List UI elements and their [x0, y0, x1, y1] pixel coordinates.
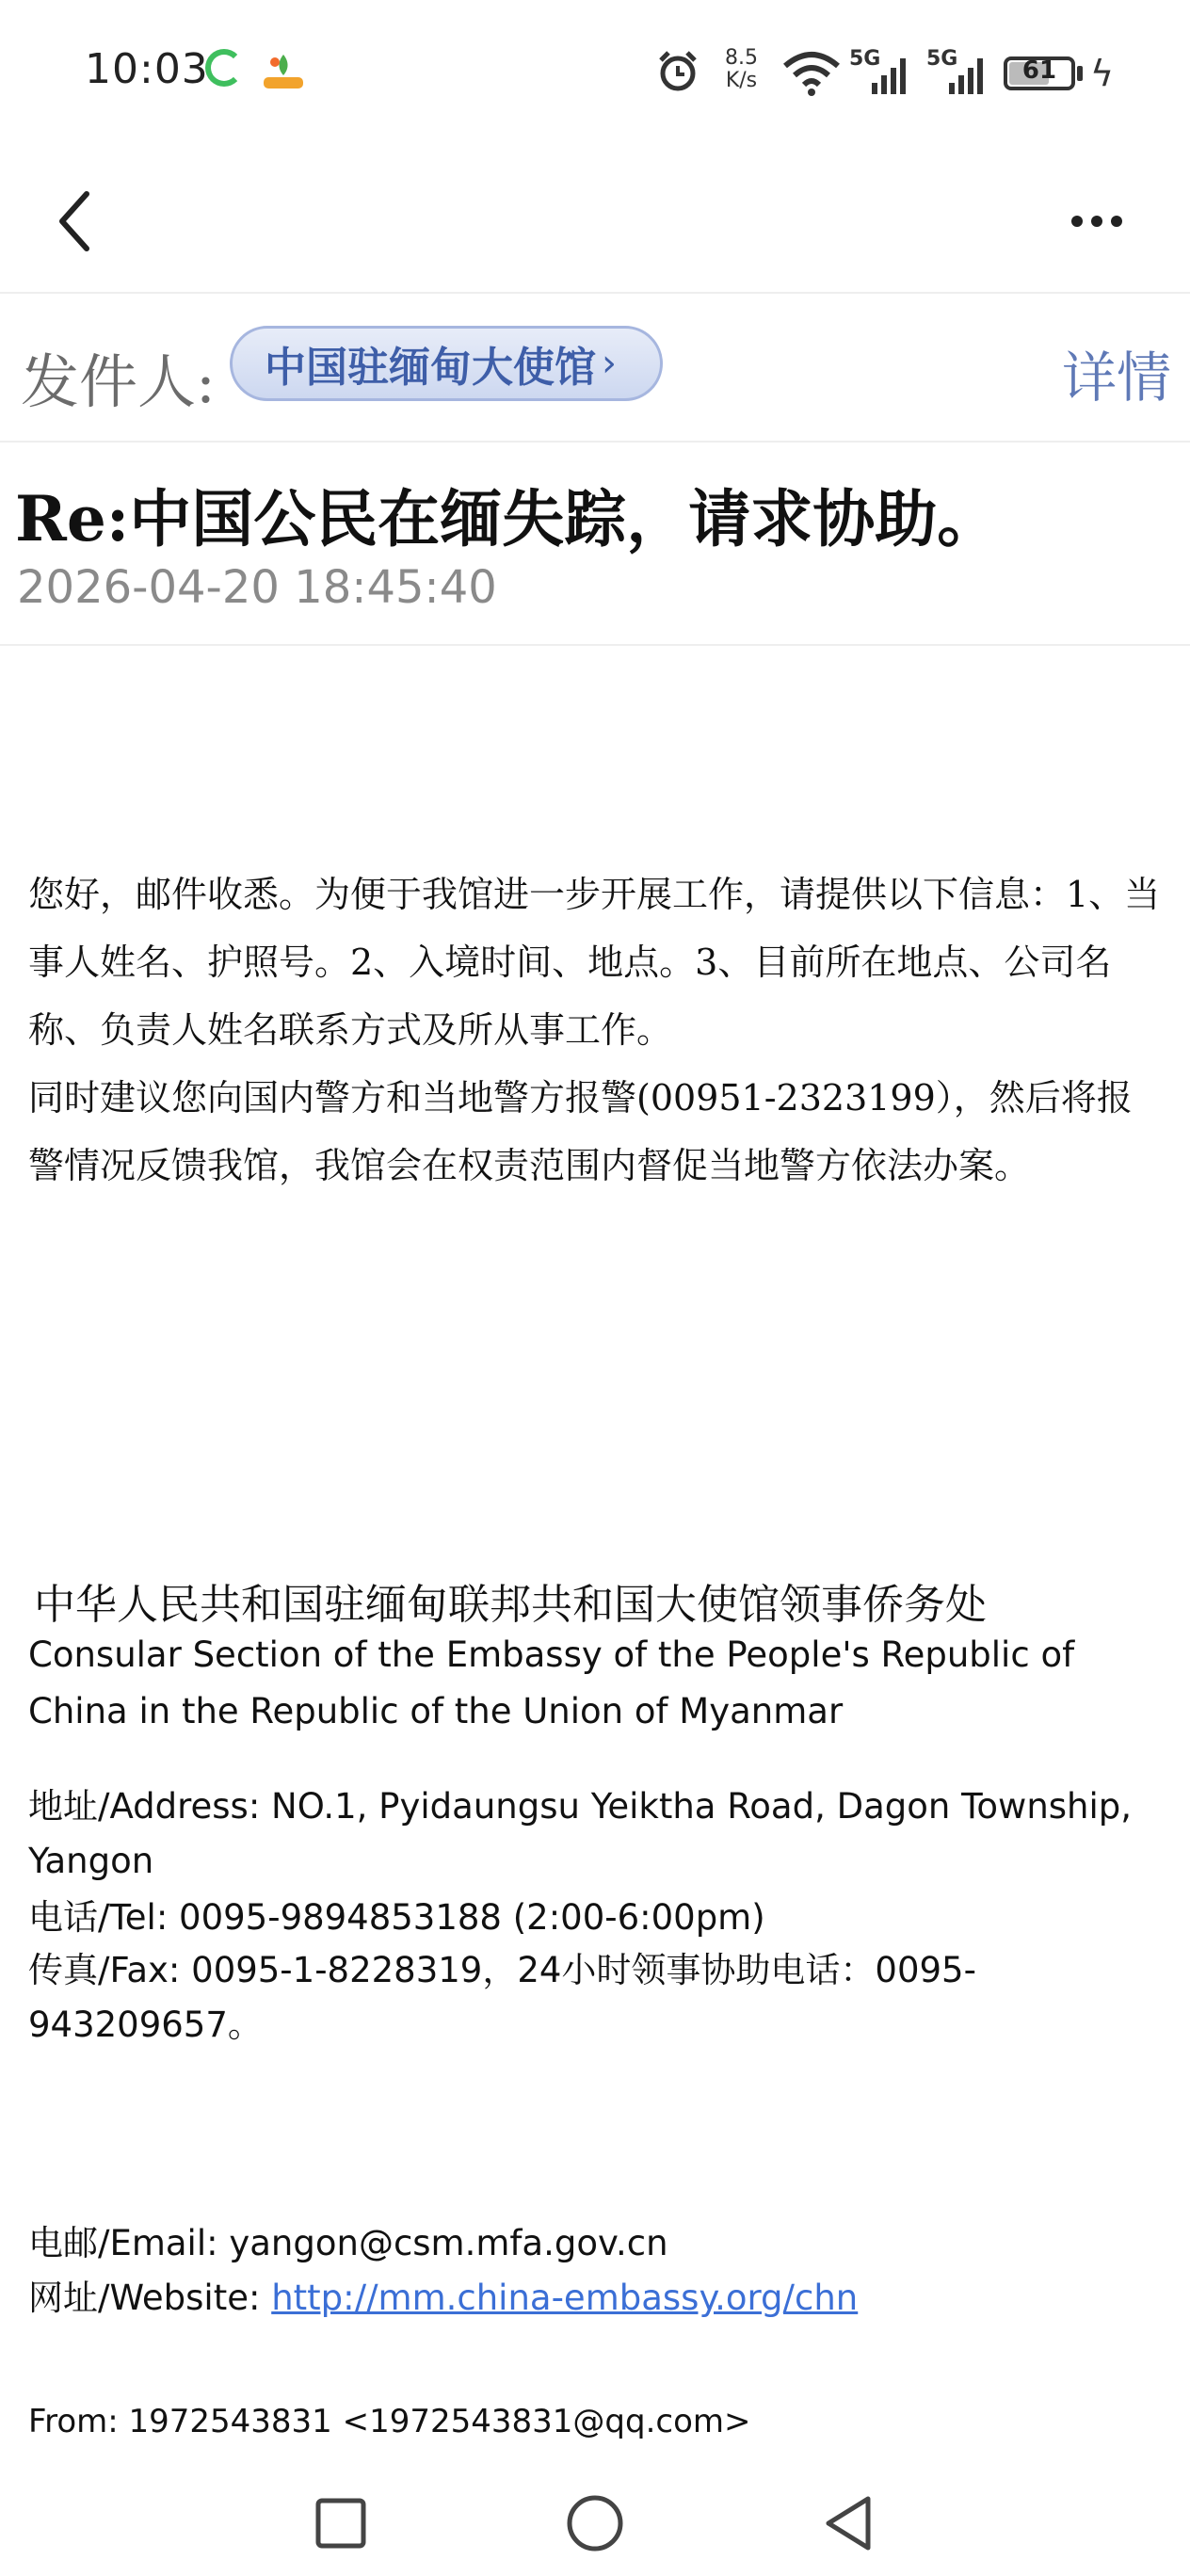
app-notification-icon: [262, 49, 305, 92]
battery-level: 61: [1021, 56, 1057, 85]
battery-icon: [1004, 56, 1075, 90]
home-icon[interactable]: [557, 2486, 633, 2561]
chevron-right-icon: ›: [602, 342, 617, 385]
signal-bars-icon: [866, 55, 915, 96]
body-paragraph-1: 您好，邮件收悉。为便于我馆进一步开展工作，请提供以下信息：1、当事人姓名、护照号。2、入境时间、地点。3、目前所在地点、公司名称、负责人姓名联系方式及所从事工作。: [28, 874, 1161, 1051]
charging-icon: ϟ: [1090, 53, 1115, 94]
sender-name: 中国驻缅甸大使馆: [265, 344, 596, 392]
sender-chip[interactable]: [230, 326, 663, 401]
battery-tip: [1077, 66, 1083, 81]
navigation-bar: [0, 2467, 1190, 2576]
back-icon[interactable]: [38, 179, 113, 264]
signature-website: [28, 2271, 1167, 2326]
details-button[interactable]: 详情: [1062, 346, 1172, 410]
more-options-icon[interactable]: [1054, 188, 1139, 254]
signature-address: 地址/Address: NO.1, Pyidaungsu Yeiktha Road, Dagon Township, Yangon: [28, 1786, 1133, 1881]
signature-fax: 传真/Fax: 0095-1-8228319，24小时领事协助电话：0095-943209657。: [28, 1950, 976, 2045]
from-line: From: 1972543831 <1972543831@qq.com>: [28, 2403, 751, 2440]
body-paragraph-2: 同时建议您向国内警方和当地警方报警(00951-2323199），然后将报警情况反馈我馆，我馆会在权责范围内督促当地警方依法办案。: [28, 1077, 1133, 1186]
speed-value: 8.5: [725, 46, 758, 70]
website-label: 网址/Website:: [28, 2278, 272, 2318]
speed-unit: K/s: [725, 69, 758, 92]
clock: 10:03: [85, 45, 209, 93]
signature-tel: 电话/Tel: 0095-9894853188 (2:00-6:00pm): [28, 1897, 765, 1938]
back-nav-icon[interactable]: [812, 2486, 887, 2561]
signature-email: 电邮/Email: yangon@csm.mfa.gov.cn: [28, 2223, 668, 2263]
signature-org-en: Consular Section of the Embassy of the People's Republic of China in the Republic of the Union of Myanmar: [28, 1634, 1075, 1731]
signal-bars-icon: [943, 55, 992, 96]
recent-apps-icon[interactable]: [303, 2486, 378, 2561]
signature-org-cn: 中华人民共和国驻缅甸联邦共和国大使馆领事侨务处: [34, 1581, 987, 1629]
subject-header: [0, 443, 1190, 646]
signal-label-1: 5G: [849, 47, 881, 71]
email-date: 2026-04-20 18:45:40: [17, 561, 497, 614]
network-speed: [725, 47, 758, 92]
wechat-icon: [205, 49, 243, 87]
website-link[interactable]: http://mm.china-embassy.org/chn: [271, 2278, 859, 2318]
signal-label-2: 5G: [926, 47, 958, 71]
sender-label: 发件人:: [21, 347, 216, 416]
status-bar: [0, 0, 1190, 151]
app-bar: [0, 151, 1190, 294]
email-subject: Re:中国公民在缅失踪，请求协助。: [15, 482, 1000, 555]
wifi-icon: [781, 49, 842, 98]
sender-row: [0, 294, 1190, 443]
alarm-icon: [655, 49, 700, 94]
